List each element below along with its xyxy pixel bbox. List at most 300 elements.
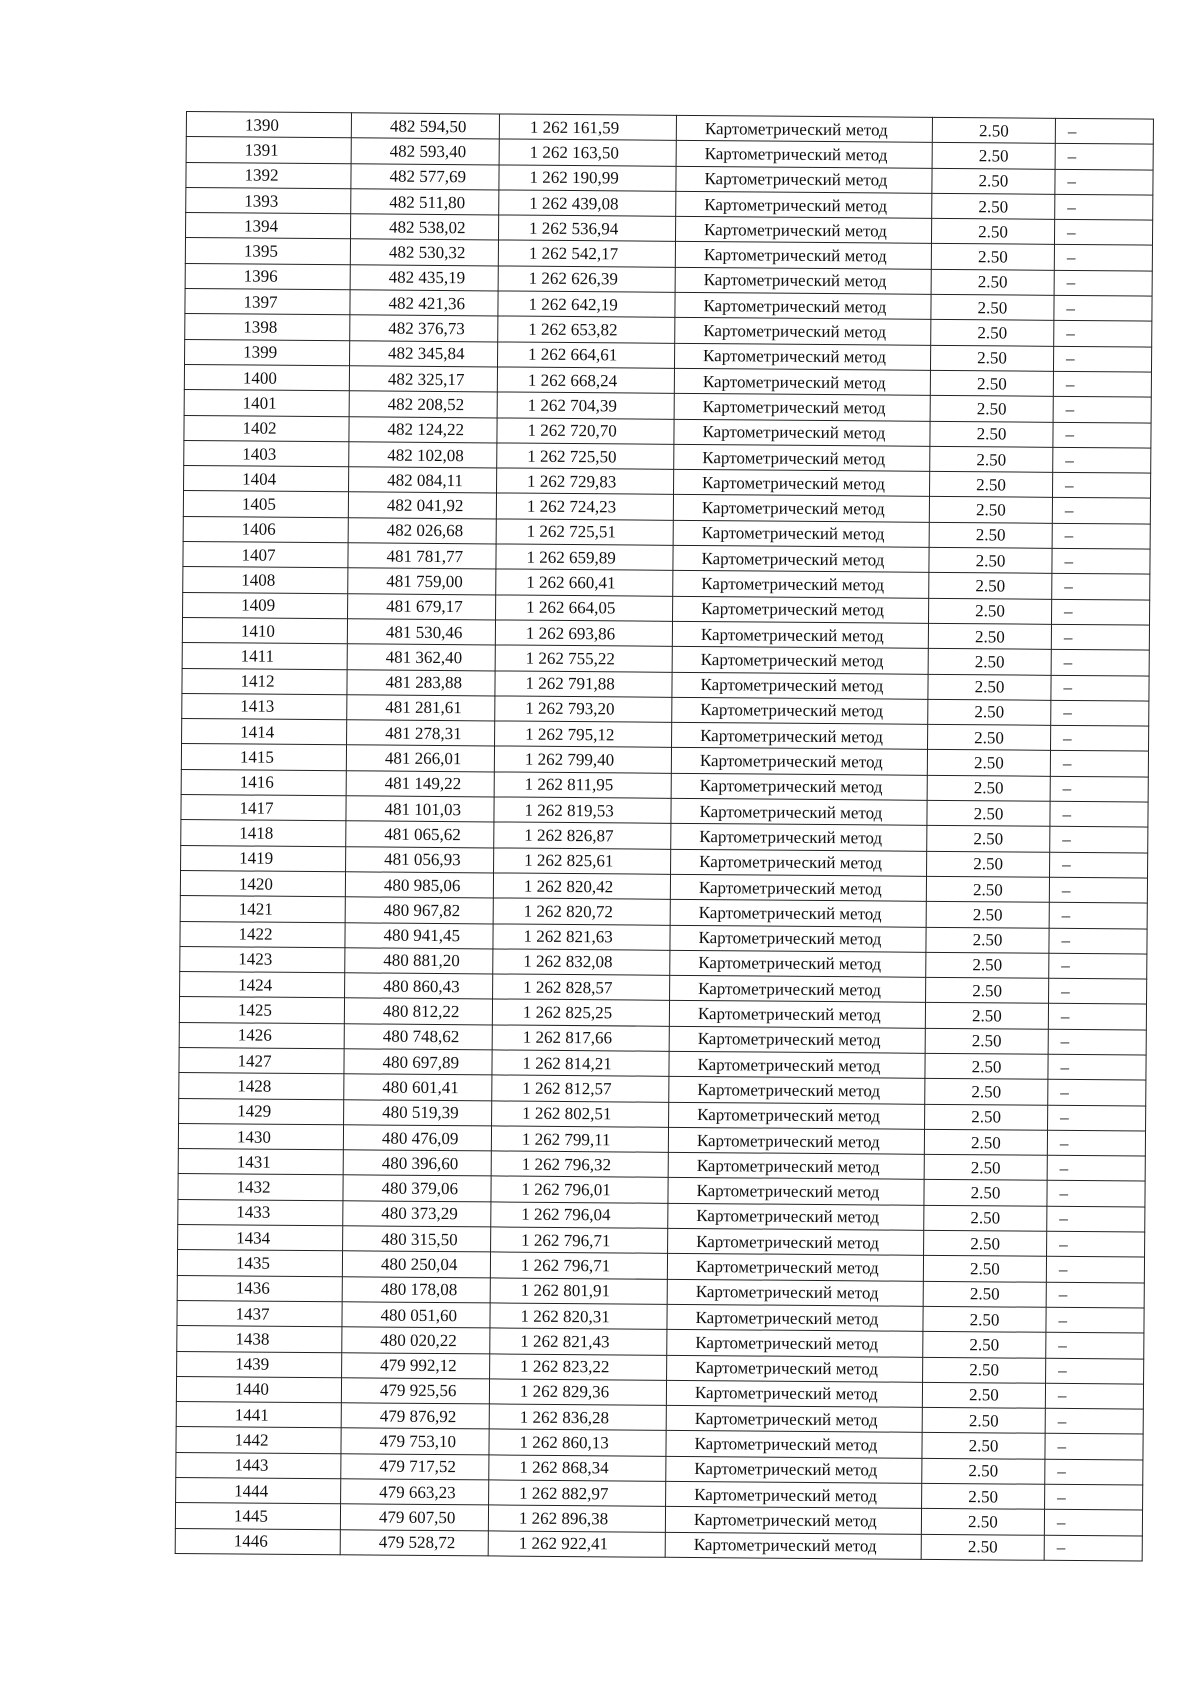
point-number-cell: 1426 xyxy=(179,1022,344,1049)
point-number-cell: 1410 xyxy=(182,617,347,644)
description-cell: – xyxy=(1051,700,1149,726)
accuracy-cell: 2.50 xyxy=(924,1205,1047,1231)
description-cell: – xyxy=(1051,599,1149,625)
x-coordinate-cell: 480 178,08 xyxy=(342,1276,490,1302)
accuracy-cell: 2.50 xyxy=(925,1028,1048,1054)
y-coordinate-cell: 1 262 796,71 xyxy=(491,1227,668,1254)
point-number-cell: 1414 xyxy=(182,719,347,746)
point-number-cell: 1431 xyxy=(178,1149,343,1176)
y-coordinate-cell: 1 262 755,22 xyxy=(495,645,672,672)
method-cell: Картометрический метод xyxy=(670,975,926,1002)
method-cell: Картометрический метод xyxy=(666,1431,922,1458)
description-cell: – xyxy=(1054,270,1152,296)
point-number-cell: 1442 xyxy=(176,1427,341,1454)
x-coordinate-cell: 480 812,22 xyxy=(344,998,492,1024)
point-number-cell: 1416 xyxy=(181,769,346,796)
y-coordinate-cell: 1 262 796,01 xyxy=(491,1176,668,1203)
method-cell: Картометрический метод xyxy=(676,115,932,142)
accuracy-cell: 2.50 xyxy=(925,1079,1048,1105)
method-cell: Картометрический метод xyxy=(668,1152,924,1179)
y-coordinate-cell: 1 262 860,13 xyxy=(489,1429,666,1456)
description-cell: – xyxy=(1049,903,1147,929)
method-cell: Картометрический метод xyxy=(672,621,928,648)
method-cell: Картометрический метод xyxy=(670,874,926,901)
x-coordinate-cell: 480 985,06 xyxy=(345,872,493,898)
accuracy-cell: 2.50 xyxy=(932,117,1055,143)
accuracy-cell: 2.50 xyxy=(929,573,1052,599)
description-cell: – xyxy=(1048,1004,1146,1030)
accuracy-cell: 2.50 xyxy=(925,1104,1048,1130)
description-cell: – xyxy=(1053,371,1151,397)
y-coordinate-cell: 1 262 825,61 xyxy=(494,848,671,875)
method-cell: Картометрический метод xyxy=(669,1026,925,1053)
accuracy-cell: 2.50 xyxy=(923,1306,1046,1332)
method-cell: Картометрический метод xyxy=(669,1001,925,1028)
description-cell: – xyxy=(1055,169,1153,195)
method-cell: Картометрический метод xyxy=(668,1228,924,1255)
description-cell: – xyxy=(1053,422,1151,448)
y-coordinate-cell: 1 262 829,36 xyxy=(489,1379,666,1406)
description-cell: – xyxy=(1055,194,1153,220)
x-coordinate-cell: 481 065,62 xyxy=(346,821,494,847)
x-coordinate-cell: 480 373,29 xyxy=(343,1201,491,1227)
accuracy-cell: 2.50 xyxy=(931,244,1054,270)
point-number-cell: 1441 xyxy=(176,1402,341,1429)
method-cell: Картометрический метод xyxy=(670,925,926,952)
accuracy-cell: 2.50 xyxy=(932,193,1055,219)
y-coordinate-cell: 1 262 536,94 xyxy=(498,215,675,242)
point-number-cell: 1417 xyxy=(181,794,346,821)
method-cell: Картометрический метод xyxy=(667,1304,923,1331)
method-cell: Картометрический метод xyxy=(671,849,927,876)
description-cell: – xyxy=(1051,650,1149,676)
x-coordinate-cell: 479 663,23 xyxy=(341,1479,489,1505)
x-coordinate-cell: 481 149,22 xyxy=(346,770,494,796)
description-cell: – xyxy=(1049,953,1147,979)
x-coordinate-cell: 481 101,03 xyxy=(346,796,494,822)
description-cell: – xyxy=(1055,118,1153,144)
method-cell: Картометрический метод xyxy=(668,1203,924,1230)
y-coordinate-cell: 1 262 725,51 xyxy=(496,519,673,546)
accuracy-cell: 2.50 xyxy=(924,1230,1047,1256)
y-coordinate-cell: 1 262 812,57 xyxy=(492,1075,669,1102)
accuracy-cell: 2.50 xyxy=(927,750,1050,776)
method-cell: Картометрический метод xyxy=(667,1279,923,1306)
point-number-cell: 1411 xyxy=(182,643,347,670)
description-cell: – xyxy=(1050,801,1148,827)
y-coordinate-cell: 1 262 820,31 xyxy=(490,1303,667,1330)
description-cell: – xyxy=(1052,548,1150,574)
point-number-cell: 1399 xyxy=(185,339,350,366)
y-coordinate-cell: 1 262 811,95 xyxy=(494,772,671,799)
x-coordinate-cell: 480 396,60 xyxy=(343,1150,491,1176)
method-cell: Картометрический метод xyxy=(672,697,928,724)
description-cell: – xyxy=(1044,1510,1142,1536)
point-number-cell: 1400 xyxy=(184,364,349,391)
x-coordinate-cell: 479 607,50 xyxy=(340,1504,488,1530)
accuracy-cell: 2.50 xyxy=(924,1129,1047,1155)
description-cell: – xyxy=(1046,1257,1144,1283)
point-number-cell: 1405 xyxy=(183,491,348,518)
method-cell: Картометрический метод xyxy=(671,824,927,851)
accuracy-cell: 2.50 xyxy=(922,1483,1045,1509)
y-coordinate-cell: 1 262 819,53 xyxy=(494,797,671,824)
y-coordinate-cell: 1 262 163,50 xyxy=(499,139,676,166)
description-cell: – xyxy=(1047,1181,1145,1207)
y-coordinate-cell: 1 262 821,43 xyxy=(490,1328,667,1355)
accuracy-cell: 2.50 xyxy=(926,927,1049,953)
description-cell: – xyxy=(1047,1231,1145,1257)
description-cell: – xyxy=(1047,1155,1145,1181)
description-cell: – xyxy=(1048,1080,1146,1106)
x-coordinate-cell: 480 697,89 xyxy=(344,1049,492,1075)
x-coordinate-cell: 481 056,93 xyxy=(346,846,494,872)
method-cell: Картометрический метод xyxy=(669,1051,925,1078)
point-number-cell: 1436 xyxy=(177,1275,342,1302)
y-coordinate-cell: 1 262 896,38 xyxy=(488,1505,665,1532)
x-coordinate-cell: 481 759,00 xyxy=(348,568,496,594)
accuracy-cell: 2.50 xyxy=(930,421,1053,447)
accuracy-cell: 2.50 xyxy=(930,396,1053,422)
point-number-cell: 1409 xyxy=(183,592,348,619)
point-number-cell: 1437 xyxy=(177,1300,342,1327)
description-cell: – xyxy=(1053,346,1151,372)
accuracy-cell: 2.50 xyxy=(926,876,1049,902)
point-number-cell: 1446 xyxy=(175,1528,340,1555)
method-cell: Картометрический метод xyxy=(673,596,929,623)
y-coordinate-cell: 1 262 882,97 xyxy=(489,1480,666,1507)
method-cell: Картометрический метод xyxy=(674,343,930,370)
description-cell: – xyxy=(1048,1054,1146,1080)
method-cell: Картометрический метод xyxy=(674,368,930,395)
accuracy-cell: 2.50 xyxy=(922,1458,1045,1484)
accuracy-cell: 2.50 xyxy=(931,320,1054,346)
method-cell: Картометрический метод xyxy=(674,444,930,471)
method-cell: Картометрический метод xyxy=(673,495,929,522)
y-coordinate-cell: 1 262 660,41 xyxy=(496,569,673,596)
description-cell: – xyxy=(1045,1484,1143,1510)
method-cell: Картометрический метод xyxy=(676,141,932,168)
description-cell: – xyxy=(1045,1383,1143,1409)
description-cell: – xyxy=(1052,523,1150,549)
accuracy-cell: 2.50 xyxy=(929,522,1052,548)
y-coordinate-cell: 1 262 190,99 xyxy=(499,165,676,192)
x-coordinate-cell: 482 208,52 xyxy=(349,391,497,417)
description-cell: – xyxy=(1045,1434,1143,1460)
y-coordinate-cell: 1 262 542,17 xyxy=(498,240,675,267)
x-coordinate-cell: 479 753,10 xyxy=(341,1428,489,1454)
accuracy-cell: 2.50 xyxy=(922,1407,1045,1433)
point-number-cell: 1438 xyxy=(177,1326,342,1353)
description-cell: – xyxy=(1053,397,1151,423)
description-cell: – xyxy=(1047,1206,1145,1232)
point-number-cell: 1439 xyxy=(177,1351,342,1378)
accuracy-cell: 2.50 xyxy=(927,826,1050,852)
x-coordinate-cell: 482 421,36 xyxy=(350,290,498,316)
point-number-cell: 1425 xyxy=(179,997,344,1024)
point-number-cell: 1406 xyxy=(183,516,348,543)
method-cell: Картометрический метод xyxy=(668,1178,924,1205)
description-cell: – xyxy=(1048,1029,1146,1055)
y-coordinate-cell: 1 262 799,40 xyxy=(494,746,671,773)
point-number-cell: 1440 xyxy=(176,1376,341,1403)
y-coordinate-cell: 1 262 825,25 xyxy=(492,999,669,1026)
point-number-cell: 1424 xyxy=(180,972,345,999)
method-cell: Картометрический метод xyxy=(666,1380,922,1407)
x-coordinate-cell: 480 051,60 xyxy=(342,1302,490,1328)
description-cell: – xyxy=(1046,1282,1144,1308)
method-cell: Картометрический метод xyxy=(674,469,930,496)
y-coordinate-cell: 1 262 820,72 xyxy=(493,898,670,925)
accuracy-cell: 2.50 xyxy=(922,1433,1045,1459)
accuracy-cell: 2.50 xyxy=(930,446,1053,472)
description-cell: – xyxy=(1050,751,1148,777)
y-coordinate-cell: 1 262 161,59 xyxy=(499,114,676,141)
accuracy-cell: 2.50 xyxy=(924,1155,1047,1181)
method-cell: Картометрический метод xyxy=(669,1102,925,1129)
y-coordinate-cell: 1 262 659,89 xyxy=(496,544,673,571)
point-number-cell: 1408 xyxy=(183,567,348,594)
y-coordinate-cell: 1 262 693,86 xyxy=(495,620,672,647)
x-coordinate-cell: 480 250,04 xyxy=(342,1251,490,1277)
point-number-cell: 1432 xyxy=(178,1174,343,1201)
description-cell: – xyxy=(1052,574,1150,600)
x-coordinate-cell: 482 084,11 xyxy=(349,467,497,493)
point-number-cell: 1392 xyxy=(186,162,351,189)
description-cell: – xyxy=(1045,1459,1143,1485)
x-coordinate-cell: 481 781,77 xyxy=(348,543,496,569)
accuracy-cell: 2.50 xyxy=(925,1053,1048,1079)
method-cell: Картометрический метод xyxy=(672,647,928,674)
accuracy-cell: 2.50 xyxy=(927,775,1050,801)
description-cell: – xyxy=(1049,877,1147,903)
method-cell: Картометрический метод xyxy=(673,571,929,598)
y-coordinate-cell: 1 262 828,57 xyxy=(493,974,670,1001)
y-coordinate-cell: 1 262 664,61 xyxy=(497,342,674,369)
point-number-cell: 1403 xyxy=(184,440,349,467)
point-number-cell: 1415 xyxy=(181,744,346,771)
x-coordinate-cell: 480 881,20 xyxy=(345,948,493,974)
description-cell: – xyxy=(1052,472,1150,498)
x-coordinate-cell: 481 679,17 xyxy=(348,593,496,619)
method-cell: Картометрический метод xyxy=(674,394,930,421)
x-coordinate-cell: 480 315,50 xyxy=(343,1226,491,1252)
y-coordinate-cell: 1 262 626,39 xyxy=(498,266,675,293)
y-coordinate-cell: 1 262 725,50 xyxy=(497,443,674,470)
description-cell: – xyxy=(1049,928,1147,954)
x-coordinate-cell: 482 593,40 xyxy=(351,138,499,164)
x-coordinate-cell: 480 860,43 xyxy=(345,973,493,999)
y-coordinate-cell: 1 262 729,83 xyxy=(497,468,674,495)
method-cell: Картометрический метод xyxy=(676,166,932,193)
point-number-cell: 1434 xyxy=(178,1225,343,1252)
method-cell: Картометрический метод xyxy=(676,191,932,218)
description-cell: – xyxy=(1046,1333,1144,1359)
method-cell: Картометрический метод xyxy=(671,798,927,825)
method-cell: Картометрический метод xyxy=(670,950,926,977)
point-number-cell: 1420 xyxy=(180,870,345,897)
x-coordinate-cell: 482 435,19 xyxy=(350,265,498,291)
point-number-cell: 1398 xyxy=(185,314,350,341)
description-cell: – xyxy=(1051,725,1149,751)
x-coordinate-cell: 480 020,22 xyxy=(342,1327,490,1353)
accuracy-cell: 2.50 xyxy=(932,143,1055,169)
accuracy-cell: 2.50 xyxy=(928,598,1051,624)
x-coordinate-cell: 482 102,08 xyxy=(349,442,497,468)
accuracy-cell: 2.50 xyxy=(923,1256,1046,1282)
point-number-cell: 1435 xyxy=(177,1250,342,1277)
point-number-cell: 1393 xyxy=(186,187,351,214)
point-number-cell: 1419 xyxy=(181,845,346,872)
description-cell: – xyxy=(1054,321,1152,347)
point-number-cell: 1418 xyxy=(181,820,346,847)
description-cell: – xyxy=(1052,498,1150,524)
x-coordinate-cell: 482 345,84 xyxy=(350,340,498,366)
point-number-cell: 1443 xyxy=(176,1452,341,1479)
method-cell: Картометрический метод xyxy=(667,1355,923,1382)
accuracy-cell: 2.50 xyxy=(931,219,1054,245)
accuracy-cell: 2.50 xyxy=(931,269,1054,295)
y-coordinate-cell: 1 262 922,41 xyxy=(488,1531,665,1558)
point-number-cell: 1423 xyxy=(180,946,345,973)
x-coordinate-cell: 482 041,92 xyxy=(348,492,496,518)
y-coordinate-cell: 1 262 821,63 xyxy=(493,923,670,950)
description-cell: – xyxy=(1054,220,1152,246)
y-coordinate-cell: 1 262 653,82 xyxy=(498,316,675,343)
x-coordinate-cell: 482 026,68 xyxy=(348,518,496,544)
point-number-cell: 1402 xyxy=(184,415,349,442)
method-cell: Картометрический метод xyxy=(666,1405,922,1432)
method-cell: Картометрический метод xyxy=(675,318,931,345)
y-coordinate-cell: 1 262 802,51 xyxy=(492,1101,669,1128)
y-coordinate-cell: 1 262 814,21 xyxy=(492,1050,669,1077)
point-number-cell: 1404 xyxy=(184,466,349,493)
accuracy-cell: 2.50 xyxy=(928,724,1051,750)
point-number-cell: 1445 xyxy=(175,1503,340,1530)
method-cell: Картометрический метод xyxy=(673,520,929,547)
description-cell: – xyxy=(1053,447,1151,473)
x-coordinate-cell: 480 967,82 xyxy=(345,897,493,923)
method-cell: Картометрический метод xyxy=(671,773,927,800)
y-coordinate-cell: 1 262 868,34 xyxy=(489,1455,666,1482)
x-coordinate-cell: 482 124,22 xyxy=(349,416,497,442)
accuracy-cell: 2.50 xyxy=(925,1003,1048,1029)
description-cell: – xyxy=(1047,1130,1145,1156)
method-cell: Картометрический метод xyxy=(675,292,931,319)
x-coordinate-cell: 479 876,92 xyxy=(341,1403,489,1429)
method-cell: Картометрический метод xyxy=(672,722,928,749)
x-coordinate-cell: 480 601,41 xyxy=(344,1074,492,1100)
point-number-cell: 1422 xyxy=(180,921,345,948)
point-number-cell: 1401 xyxy=(184,390,349,417)
accuracy-cell: 2.50 xyxy=(927,800,1050,826)
method-cell: Картометрический метод xyxy=(669,1077,925,1104)
description-cell: – xyxy=(1050,827,1148,853)
y-coordinate-cell: 1 262 642,19 xyxy=(498,291,675,318)
y-coordinate-cell: 1 262 826,87 xyxy=(494,822,671,849)
description-cell: – xyxy=(1046,1307,1144,1333)
accuracy-cell: 2.50 xyxy=(921,1509,1044,1535)
method-cell: Картометрический метод xyxy=(675,217,931,244)
accuracy-cell: 2.50 xyxy=(923,1357,1046,1383)
method-cell: Картометрический метод xyxy=(670,900,926,927)
x-coordinate-cell: 479 925,56 xyxy=(341,1378,489,1404)
point-number-cell: 1428 xyxy=(179,1073,344,1100)
y-coordinate-cell: 1 262 836,28 xyxy=(489,1404,666,1431)
accuracy-cell: 2.50 xyxy=(928,649,1051,675)
point-number-cell: 1391 xyxy=(186,137,351,164)
point-number-cell: 1430 xyxy=(178,1123,343,1150)
x-coordinate-cell: 482 530,32 xyxy=(350,239,498,265)
y-coordinate-cell: 1 262 704,39 xyxy=(497,392,674,419)
accuracy-cell: 2.50 xyxy=(924,1180,1047,1206)
y-coordinate-cell: 1 262 720,70 xyxy=(497,418,674,445)
accuracy-cell: 2.50 xyxy=(927,851,1050,877)
y-coordinate-cell: 1 262 801,91 xyxy=(490,1278,667,1305)
description-cell: – xyxy=(1054,295,1152,321)
y-coordinate-cell: 1 262 724,23 xyxy=(496,493,673,520)
x-coordinate-cell: 480 941,45 xyxy=(345,922,493,948)
y-coordinate-cell: 1 262 668,24 xyxy=(497,367,674,394)
method-cell: Картометрический метод xyxy=(665,1507,921,1534)
method-cell: Картометрический метод xyxy=(668,1127,924,1154)
coordinates-table xyxy=(175,111,1154,1561)
description-cell: – xyxy=(1044,1535,1142,1561)
accuracy-cell: 2.50 xyxy=(929,547,1052,573)
y-coordinate-cell: 1 262 832,08 xyxy=(493,949,670,976)
point-number-cell: 1421 xyxy=(180,896,345,923)
point-number-cell: 1433 xyxy=(178,1199,343,1226)
y-coordinate-cell: 1 262 439,08 xyxy=(499,190,676,217)
y-coordinate-cell: 1 262 820,42 xyxy=(493,873,670,900)
description-cell: – xyxy=(1051,624,1149,650)
x-coordinate-cell: 482 376,73 xyxy=(350,315,498,341)
y-coordinate-cell: 1 262 795,12 xyxy=(495,721,672,748)
x-coordinate-cell: 481 266,01 xyxy=(346,745,494,771)
accuracy-cell: 2.50 xyxy=(921,1534,1044,1560)
description-cell: – xyxy=(1050,776,1148,802)
x-coordinate-cell: 482 577,69 xyxy=(351,163,499,189)
y-coordinate-cell: 1 262 664,05 xyxy=(496,595,673,622)
x-coordinate-cell: 479 992,12 xyxy=(342,1352,490,1378)
method-cell: Картометрический метод xyxy=(667,1254,923,1281)
method-cell: Картометрический метод xyxy=(673,545,929,572)
point-number-cell: 1395 xyxy=(185,238,350,265)
method-cell: Картометрический метод xyxy=(675,242,931,269)
x-coordinate-cell: 482 325,17 xyxy=(349,366,497,392)
x-coordinate-cell: 481 278,31 xyxy=(347,720,495,746)
x-coordinate-cell: 481 362,40 xyxy=(347,644,495,670)
description-cell: – xyxy=(1054,245,1152,271)
description-cell: – xyxy=(1051,675,1149,701)
point-number-cell: 1394 xyxy=(186,213,351,240)
accuracy-cell: 2.50 xyxy=(928,699,1051,725)
method-cell: Картометрический метод xyxy=(666,1456,922,1483)
point-number-cell: 1396 xyxy=(185,263,350,290)
x-coordinate-cell: 482 511,80 xyxy=(351,189,499,215)
accuracy-cell: 2.50 xyxy=(922,1382,1045,1408)
x-coordinate-cell: 480 379,06 xyxy=(343,1175,491,1201)
accuracy-cell: 2.50 xyxy=(928,674,1051,700)
accuracy-cell: 2.50 xyxy=(932,168,1055,194)
y-coordinate-cell: 1 262 791,88 xyxy=(495,670,672,697)
method-cell: Картометрический метод xyxy=(667,1330,923,1357)
method-cell: Картометрический метод xyxy=(665,1532,921,1559)
x-coordinate-cell: 480 519,39 xyxy=(344,1099,492,1125)
accuracy-cell: 2.50 xyxy=(929,497,1052,523)
y-coordinate-cell: 1 262 793,20 xyxy=(495,696,672,723)
x-coordinate-cell: 479 717,52 xyxy=(341,1453,489,1479)
